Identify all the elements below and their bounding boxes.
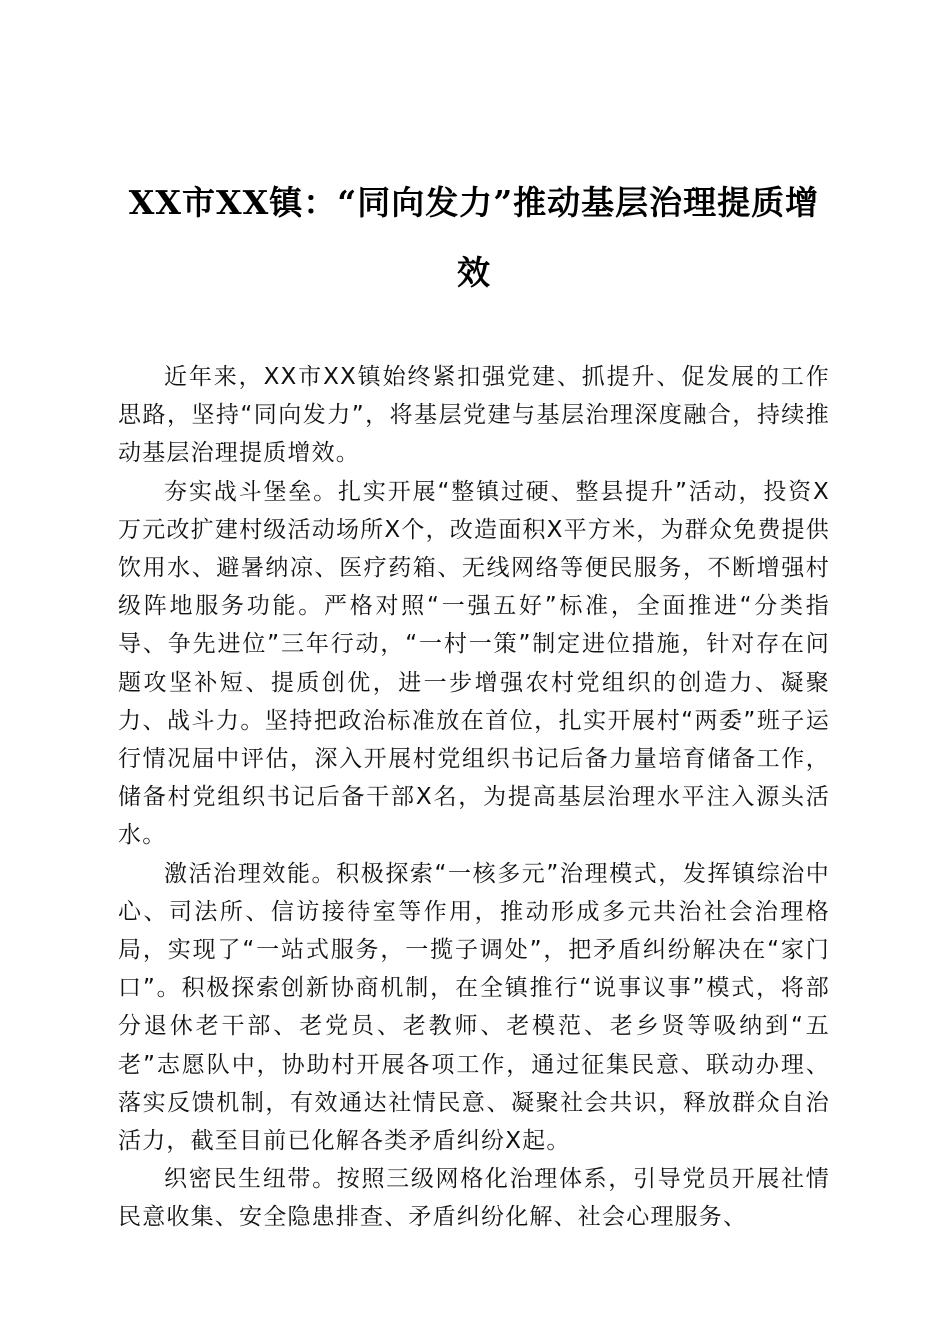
document-title: XX市XX镇：“同向发力”推动基层治理提质增效 — [128, 183, 820, 292]
paragraph-governance: 激活治理效能。积极探索“一核多元”治理模式，发挥镇综治中心、司法所、信访接待室等作用，推动形成多元共治社会治理格局，实现了“一站式服务，一揽子调处”，把矛盾纠纷解决在“家门口”。积极探索创新协商机制，在全镇推行“说事议事”模式，将部分退休老干部、老党员、老教师、老模范、老乡贤等吸纳到“五老”志愿队中，协助村开展各项工作，通过征集民意、联动办理、落实反馈机制，有效通达社情民意、凝聚社会共识，释放群众自治活力，截至目前已化解各类矛盾纠纷X起。 — [118, 860, 830, 1155]
document-body — [118, 358, 830, 1237]
paragraph-intro: 近年来，XX市XX镇始终紧扣强党建、抓提升、促发展的工作思路，坚持“同向发力”，将基层党建与基层治理深度融合，持续推动基层治理提质增效。 — [118, 364, 830, 467]
paragraph-fortress: 夯实战斗堡垒。扎实开展“整镇过硬、整县提升”活动，投资X万元改扩建村级活动场所X个，改造面积X平方米，为群众免费提供饮用水、避暑纳凉、医疗药箱、无线网络等便民服务，不断增强村级阵地服务功能。严格对照“一强五好”标准，全面推进“分类指导、争先进位”三年行动，“一村一策”制定进位措施，针对存在问题攻坚补短、提质创优，进一步增强农村党组织的创造力、凝聚力、战斗力。坚持把政治标准放在首位，扎实开展村“两委”班子运行情况届中评估，深入开展村党组织书记后备力量培育储备工作，储备村党组织书记后备干部X名，为提高基层治理水平注入源头活水。 — [118, 478, 830, 849]
paragraph-livelihood: 织密民生纽带。按照三级网格化治理体系，引导党员开展社情民意收集、安全隐患排查、矛盾纠纷化解、社会心理服务、 — [118, 1166, 830, 1231]
